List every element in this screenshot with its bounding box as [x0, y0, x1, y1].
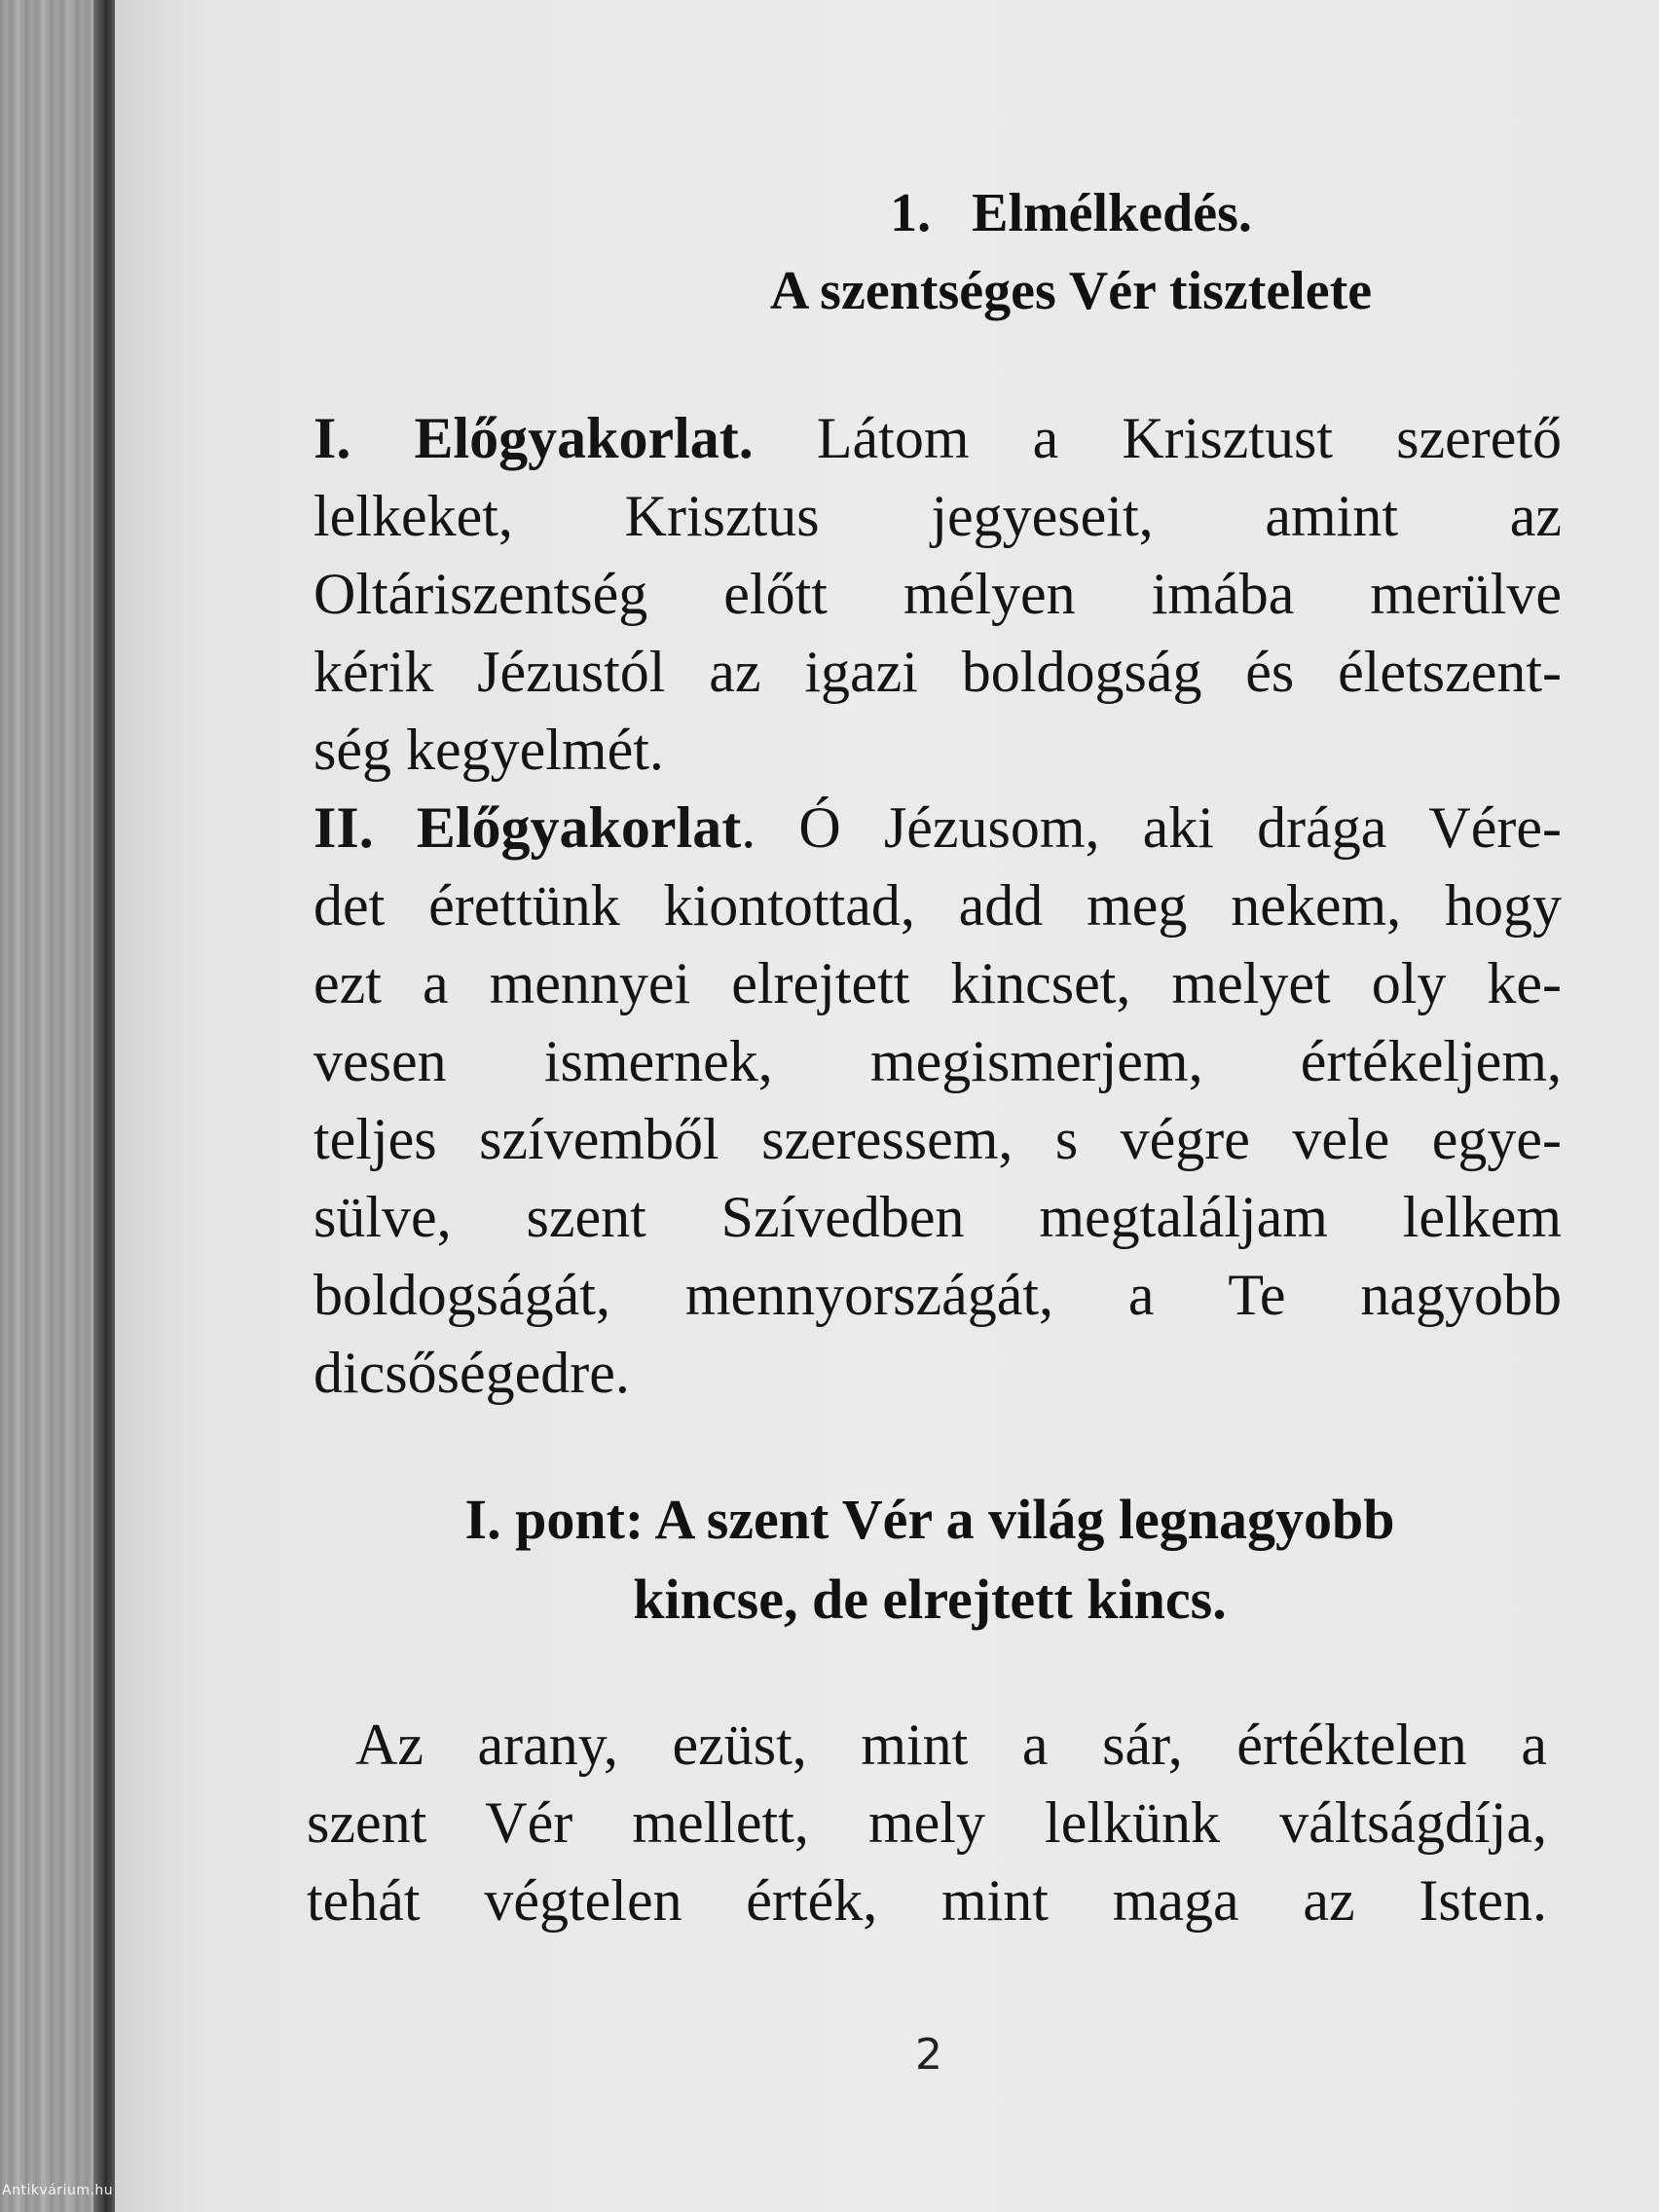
prelude-1-line: I. Előgyakorlat. Látom a Krisztust szerető	[313, 406, 1562, 470]
body-paragraph	[307, 1706, 1547, 1939]
prelude-2-line: teljes szívemből szeressem, s végre vele egye-	[313, 1107, 1562, 1171]
prelude-1-paragraph	[313, 399, 1562, 789]
chapter-name: Elmélkedés.	[972, 183, 1252, 243]
watermark: Antikvárium.hu	[2, 2183, 114, 2198]
point-heading-line-2: kincse, de elrejtett kincs.	[633, 1567, 1227, 1631]
prelude-1-line: lelkeket, Krisztus jegyeseit, amint az	[313, 484, 1562, 548]
prelude-2-line: vesen ismernek, megismerjem, értékeljem,	[313, 1029, 1562, 1093]
chapter-subtitle: A szentséges Vér tisztelete	[769, 261, 1373, 321]
prelude-2-line: II. Előgyakorlat. Ó Jézusom, aki drága Vére-	[313, 795, 1562, 860]
prelude-2-label: II. Előgyakorlat	[313, 795, 742, 860]
prelude-1-line: kérik Jézustól az igazi boldogság és életszent-	[313, 640, 1562, 704]
prelude-2-line: sülve, szent Szívedben megtaláljam lelkem	[313, 1185, 1562, 1249]
prelude-2-line: det érettünk kiontottad, add meg nekem, hogy	[313, 873, 1562, 938]
prelude-2-line: boldogságát, mennyországát, a Te nagyobb	[313, 1263, 1562, 1327]
prelude-2-paragraph	[313, 789, 1562, 1412]
chapter-title	[682, 175, 1460, 251]
prelude-2-line: ezt a mennyei elrejtett kincset, melyet oly ke-	[313, 951, 1562, 1015]
prelude-1-line: Oltáriszentség előtt mélyen imába merülve	[313, 562, 1562, 626]
prelude-2-line: dicsőségedre.	[313, 1341, 630, 1405]
prelude-1-label: I. Előgyakorlat.	[313, 406, 754, 470]
body-line: szent Vér mellett, mely lelkünk váltságdíja,	[307, 1790, 1547, 1855]
chapter-number: 1.	[890, 183, 932, 243]
body-line: Az arany, ezüst, mint a sár, értéktelen a	[355, 1713, 1547, 1777]
page-number: 2	[915, 2030, 942, 2080]
point-heading-line-1: I. pont: A szent Vér a világ legnagyobb	[464, 1488, 1395, 1551]
page-gutter-shadow	[93, 0, 115, 2212]
body-line: tehát végtelen érték, mint maga az Isten.	[307, 1868, 1547, 1933]
prelude-1-line: ség kegyelmét.	[313, 718, 664, 782]
